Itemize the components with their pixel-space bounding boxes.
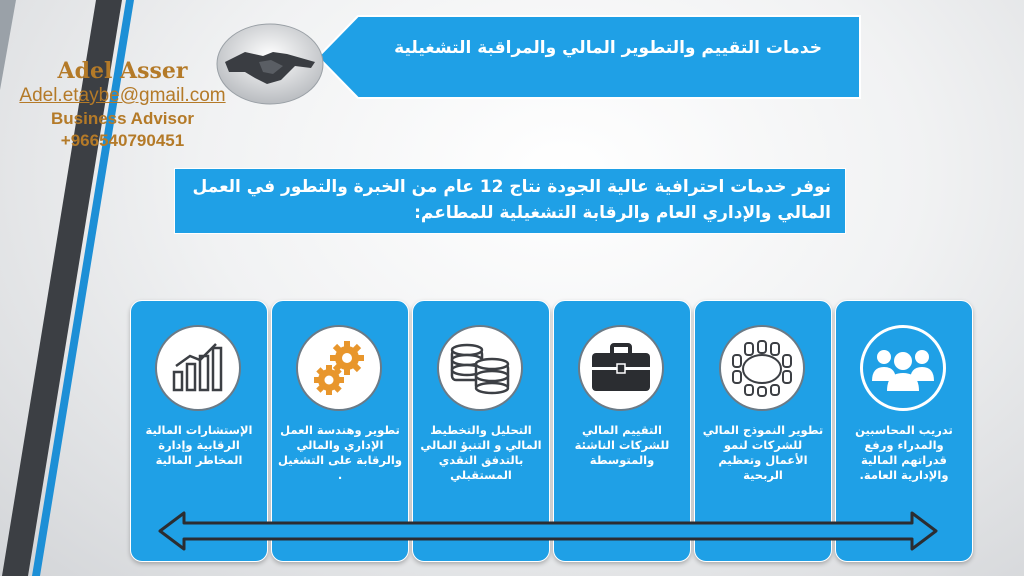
- coins-icon: [448, 340, 512, 396]
- header-title: خدمات التقييم والتطوير المالي والمراقبة التشغيلية: [394, 38, 822, 58]
- service-text: تطوير وهندسة العمل الإداري والمالي والرقابة على التشغيل .: [277, 423, 402, 482]
- service-text: تدريب المحاسبين والمدراء ورفع قدراتهم المالية والإدارية العامة.: [855, 423, 953, 482]
- contact-block: [0, 58, 245, 152]
- service-text: تطوير النموذج المالي للشركات لنمو الأعمال وتعظيم الربحية: [702, 423, 824, 482]
- intro-text-box: نوفر خدمات احترافية عالية الجودة نتاج 12 عام من الخبرة والتطور في العمل المالي والإداري العام والرقابة التشغيلية للمطاعم:: [174, 168, 846, 234]
- icon-circle: [719, 325, 805, 411]
- icon-circle: [578, 325, 664, 411]
- header-banner: [318, 14, 862, 100]
- double-arrow-icon: [158, 509, 938, 553]
- bar-chart-icon: [170, 342, 226, 394]
- team-icon: [870, 343, 936, 393]
- icon-circle: [155, 325, 241, 411]
- gears-icon: [309, 338, 369, 398]
- icon-circle: [437, 325, 523, 411]
- service-text: التقييم المالي للشركات الناشئة والمتوسطة: [574, 423, 670, 467]
- service-text: الإستشارات المالية الرقابية وإدارة المخاطر المالية: [145, 423, 253, 467]
- briefcase-icon: [590, 343, 652, 393]
- contact-email-link[interactable]: Adel.etaybe@gmail.com: [19, 85, 226, 106]
- service-text: التحليل والتخطيط المالي و التنبؤ المالي بالتدفق النقدي المستقبلي: [420, 423, 542, 482]
- contact-name: Adel Asser: [57, 58, 188, 84]
- contact-role: Business Advisor: [51, 109, 194, 128]
- icon-circle: [860, 325, 946, 411]
- contact-phone: +966540790451: [60, 131, 185, 150]
- icon-circle: [296, 325, 382, 411]
- meeting-table-icon: [731, 339, 793, 397]
